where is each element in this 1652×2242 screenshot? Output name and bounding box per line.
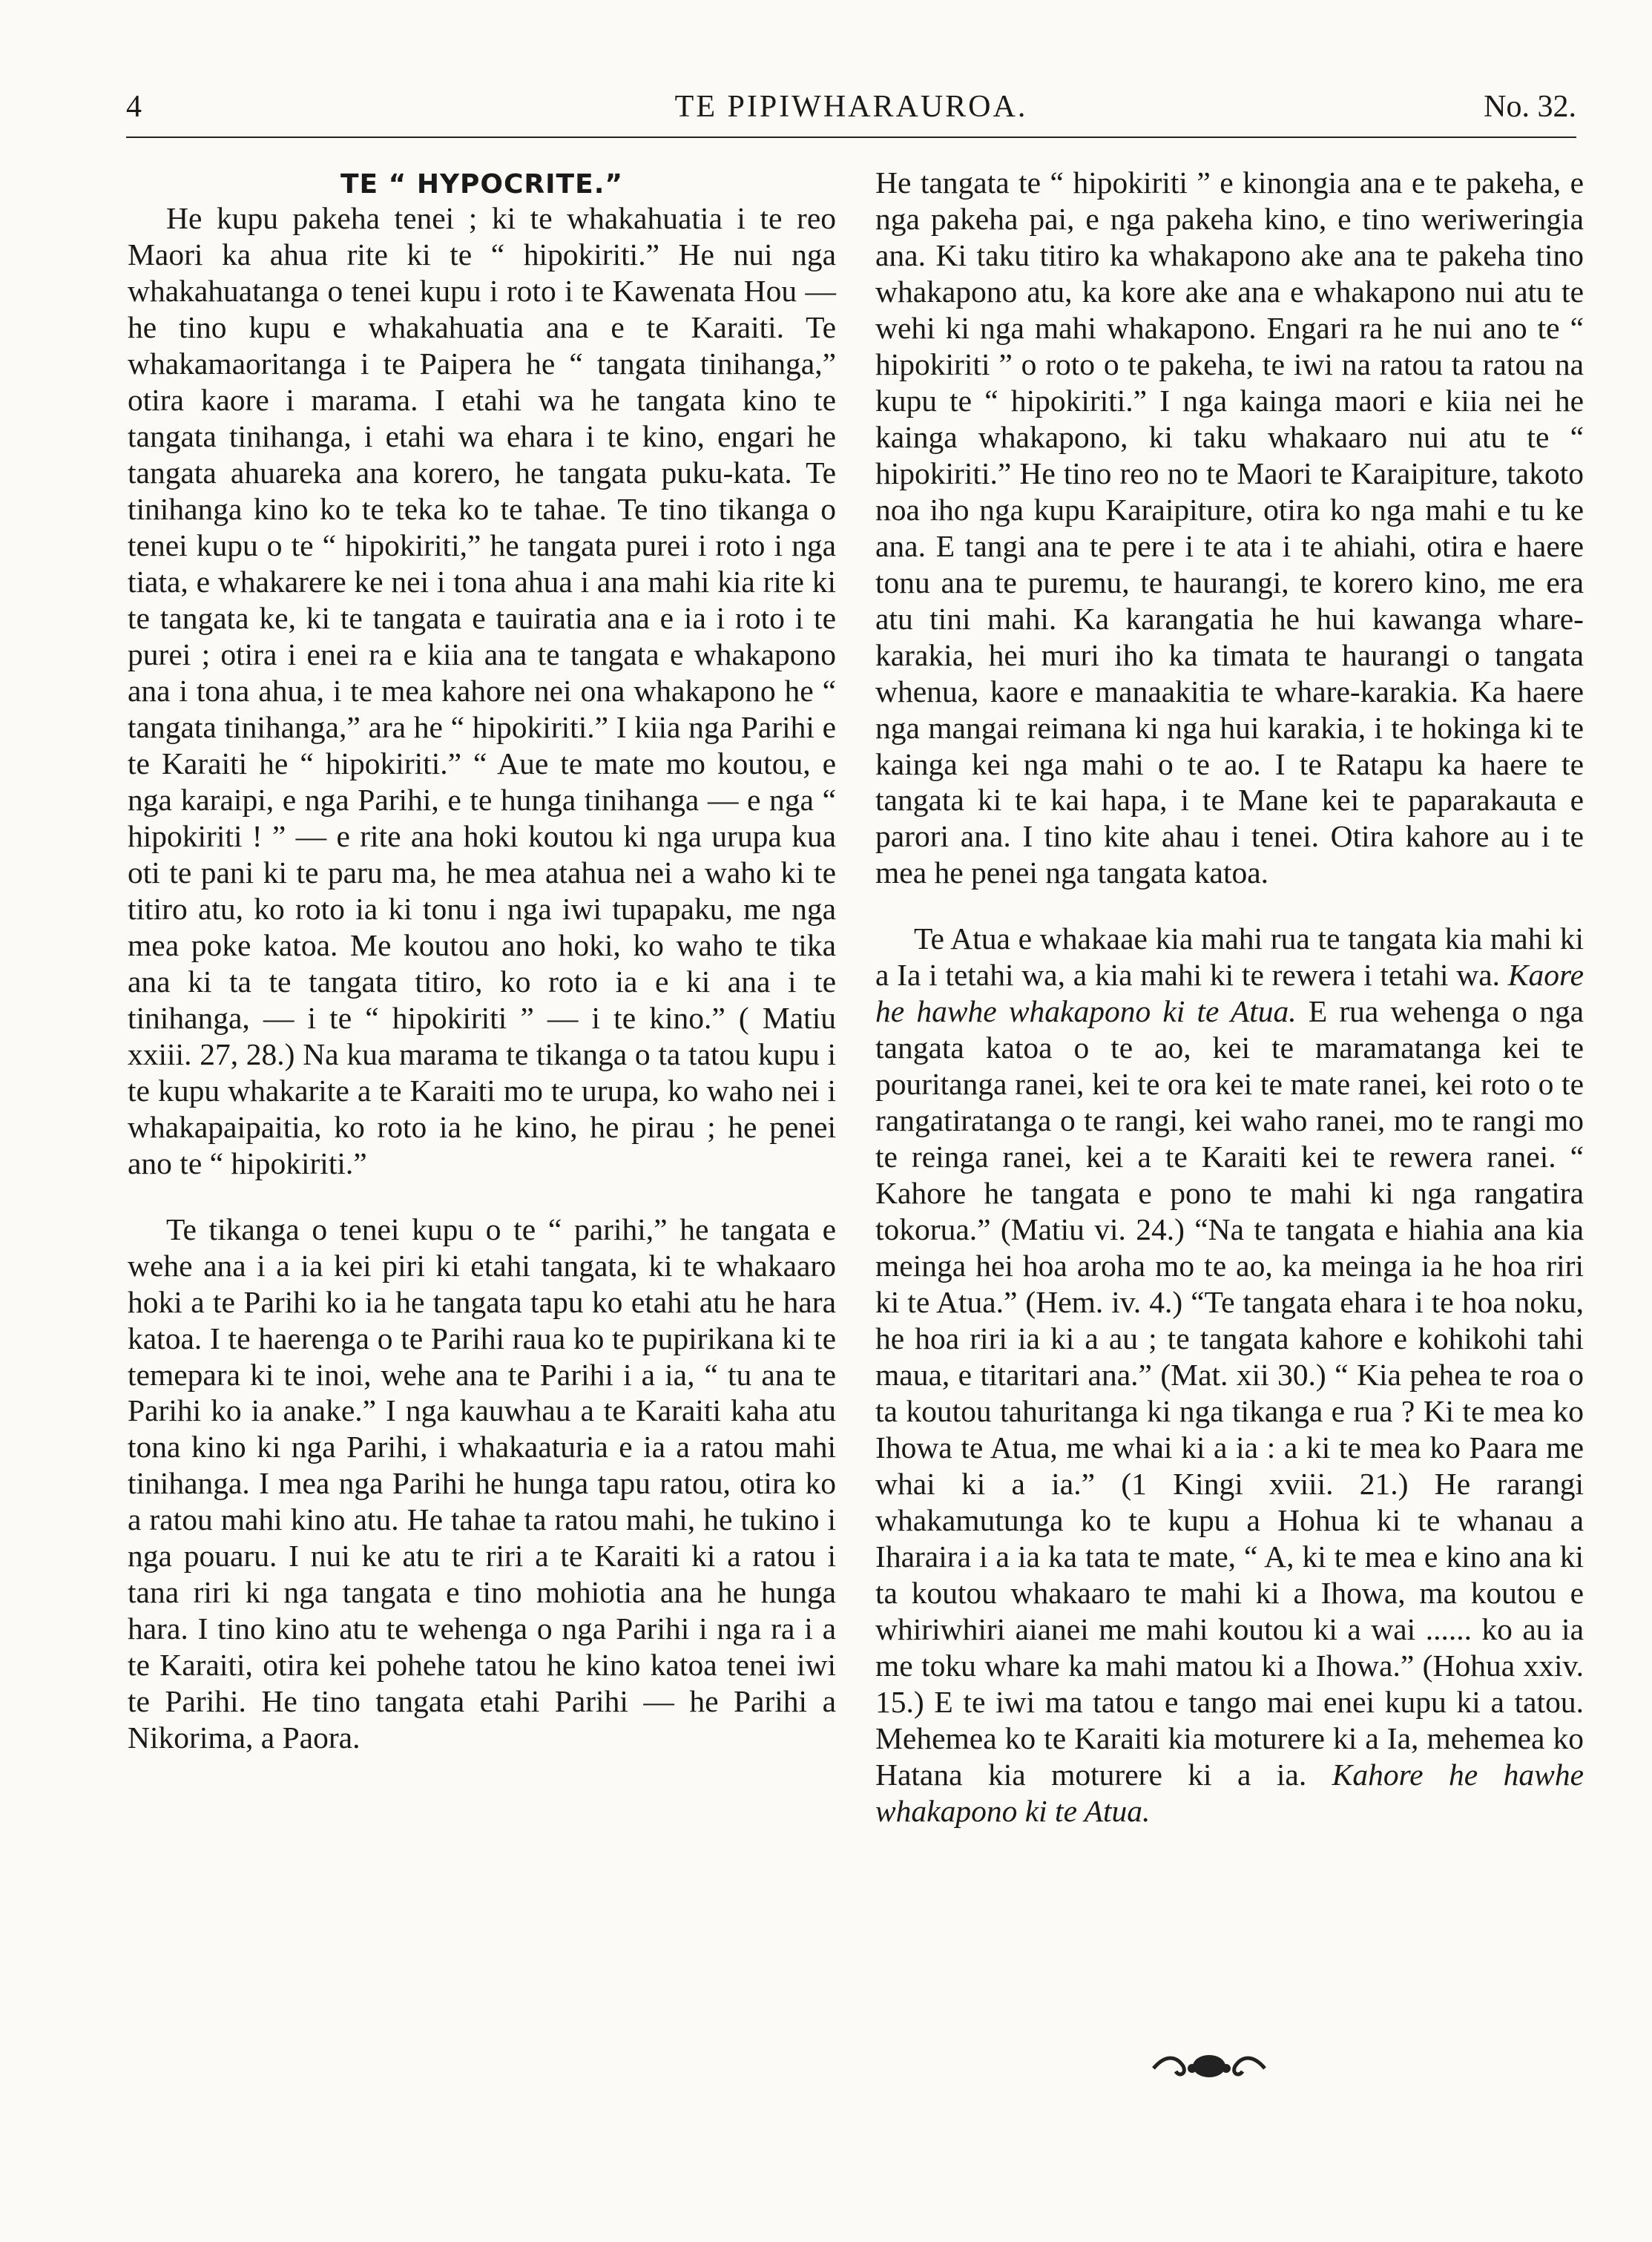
publication-title: TE PIPIWHARAUROA. [674,90,1028,124]
page-header [126,88,1576,138]
article-heading: TE “ HYPOCRITE.” [340,169,624,200]
paragraph-4 [875,921,1584,1829]
right-column [875,165,1584,1830]
paragraph-2: Te tikanga o tenei kupu o te “ parihi,” he tangata e wehe ana i a ia kei piri ki etahi tangata, ki te whakaaro hoki a te Parihi ko ia he tangata tapu ko etahi atu he hara katoa. I te haerenga o te Parihi raua ko te pupirikana ki te temepara ki te inoi, wehe ana te Parihi i a ia, “ tu ana te Parihi ko ia anake.” I nga kauwhau a te Karaiti kaha atu tona kino ki nga Parihi, i whakaaturia e ia a ratou mahi tinihanga. I mea nga Parihi he hunga tapu ratou, otira ko a ratou mahi kino atu. He tahae ta ratou mahi, he tukino i nga pouaru. I nui ke atu te riri a te Karaiti ki a ratou i tana riri ki nga tangata e tino mohiotia ana he hunga hara. I tino kino atu te wehenga o nga Parihi i nga ra i a te Karaiti, otira kei pohehe tatou he kino katoa tenei iwi te Parihi. He tino tangata etahi Parihi — he Parihi a Nikorima, a Paora. [128,1212,836,1755]
paragraph-1: He kupu pakeha tenei ; ki te whakahuatia i te reo Maori ka ahua rite ki te “ hipokiriti.” He nui nga whakahuatanga o tenei kupu i roto i te Kawenata Hou — he tino kupu e whakahuatia ana e te Karaiti. Te whakamaoritanga i te Paipera he “ tangata tinihanga,” otira kaore i marama. I etahi wa he tangata kino te tangata tinihanga, i etahi wa ehara i te kino, engari he tangata ahuareka ana korero, he tangata puku-kata. Te tinihanga kino ko te teka ko te tahae. Te tino tikanga o tenei kupu o te “ hipokiriti,” he tangata purei i roto i nga tiata, e whakarere ke nei i tona ahua i ana mahi kia rite ki te tangata ke, ki te tangata e tauiratia ana e ia i roto i te purei ; otira i enei ra e kiia ana te tangata e whakapono ana i tona ahua, i te mea kahore nei ona whakapono he “ tangata tinihanga,” ara he “ hipokiriti.” I kiia nga Parihi e te Karaiti he “ hipokiriti.” “ Aue te mate mo koutou, e nga karaipi, e nga Parihi, e te hunga tinihanga — e nga “ hipokiriti ! ” — e rite ana hoki koutou ki nga urupa kua oti te pani ki te paru ma, he mea atahua nei a waho ki te titiro atu, ko roto ia ki tonu i nga iwi tupapaku, me nga mea poke katoa. Me koutou ano hoki, ko waho te tika ana ki ta te tangata titiro, ko roto ia e ki ana i te tinihanga, — i te “ hipokiriti ” — i te kino.” ( Matiu xxiii. 27, 28.) Na kua marama te tikanga o ta tatou kupu i te kupu whakarite a te Karaiti mo te urupa, ko waho nei i whakapaipaitia, ko roto ia he kino, he pirau ; he penei ano te “ hipokiriti.” [128,201,836,1180]
paragraph-3: He tangata te “ hipokiriti ” e kinongia ana e te pakeha, e nga pakeha pai, e nga pakeha kino, e tino weriweringia ana. Ki taku titiro ka whakapono ake ana te pakeha tino whakapono atu, ka kore ake ana e whakapono nui atu te wehi ki nga mahi whakapono. Engari ra he nui ano te “ hipokiriti ” o roto o te pakeha, te iwi na ratou ta ratou na kupu te “ hipokiriti.” I nga kainga maori e kiia nei he kainga whakapono, ki taku whakaaro nui atu te “ hipokiriti.” He tino reo no te Maori te Karaipiture, takoto noa iho nga kupu Karaipiture, otira ko nga mahi e tu ke ana. E tangi ana te pere i te ata i te ahiahi, otira e haere tonu ana te puremu, te haurangi, te korero kino, me era atu tini mahi. Ka karangatia he hui kawanga whare-karakia, hei muri iho ka timata te haurangi o tangata whenua, kaore e manaakitia te whare-karakia. Ka haere nga mangai reimana ki nga hui karakia, i te hokinga ki te kainga kei nga mahi o te ao. I te Ratapu ka haere te tangata ki te kai hapa, i te Mane kei te paparakauta e parori ana. I tino kite ahau i tenei. Otira kahore au i te mea he penei nga tangata katoa. [875,165,1584,890]
ornament-icon [1146,2048,1272,2085]
paragraph-4-text: Te Atua e whakaae kia mahi rua te tangata kia mahi ki a Ia i tetahi wa, a kia mahi ki te rewera i tetahi wa. [875,921,1584,993]
paragraph-4-continued: E rua wehenga o nga tangata katoa o te ao, kei te maramatanga kei te pouritanga ranei, kei te ora kei te mate ranei, kei roto o te rangatiratanga o te rangi, kei waho ranei, mo te rangi mo te reinga ranei, kei a te Karaiti kei te rewera ranei. “ Kahore he tangata e pono te mahi ki nga rangatira tokorua.” (Matiu vi. 24.) “Na te tangata e hiahia ana kia meinga hei hoa aroha mo te ao, ka meinga ia he hoa riri ki te Atua.” (Hem. iv. 4.) “Te tangata ehara i te hoa noku, he hoa riri ia ki a au ; te tangata kahore e kohikohi tahi maua, e titaritari ana.” (Mat. xii 30.) “ Kia pehea te roa o ta koutou tahuritanga ki nga tikanga e rua ? Ki te mea ko Ihowa te Atua, me whai ki a ia : a ki te mea ko Paara me whai ki a ia.” (1 Kingi xviii. 21.) He rarangi whakamutunga ko te kupu a Hohua ki te whanau a Iharaira i a ia ka tata te mate, “ A, ki te mea e kino ana ki ta koutou whakaaro te mahi ki a Ihowa, ma koutou e whiriwhiri aianei me mahi koutou ki a wai ...... ko au ia me toku whare ka mahi matou ki a Ihowa.” (Hohua xxiv. 15.) E te iwi ma tatou e tango mai enei kupu ki a tatou. Mehemea ko te Karaiti kia moturere ki a Ia, mehemea ko Hatana kia moturere ki a ia. [875,994,1584,1792]
paragraph-4-italic: Kaore he hawhe whakapono ki te Atua. [875,958,1584,1029]
issue-number: No. 32. [1484,90,1576,124]
page-number: 4 [126,90,142,124]
paragraph-4-closing-italic: Kahore he hawhe whakapono ki te Atua. [875,1757,1584,1828]
left-column [128,169,836,1756]
